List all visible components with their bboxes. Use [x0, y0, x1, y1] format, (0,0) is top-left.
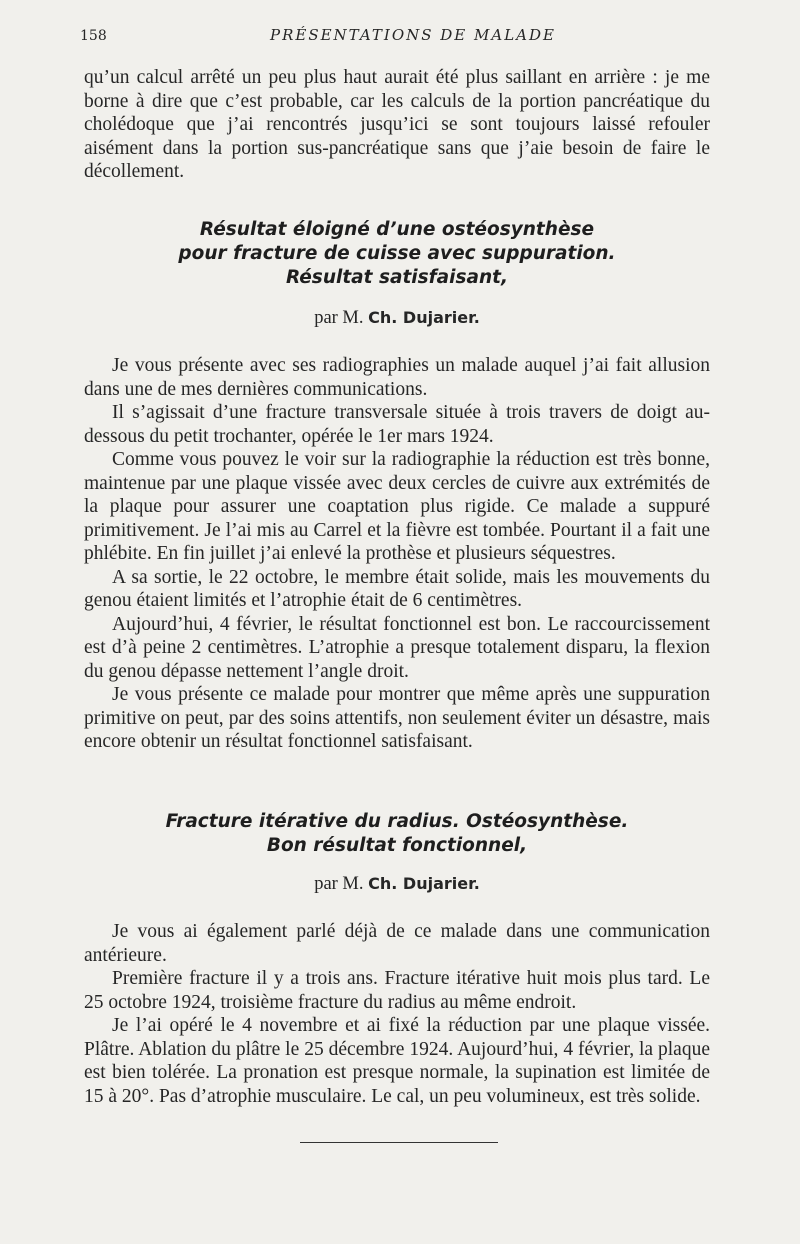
- paragraph: A sa sortie, le 22 octobre, le membre était solide, mais les mouvements du genou étaient limités et l’atrophie était de 6 centimètres.: [84, 566, 710, 611]
- section1-title-line: pour fracture de cuisse avec suppuration.: [178, 243, 616, 264]
- paragraph: Comme vous pouvez le voir sur la radiographie la réduction est très bonne, maintenue par une plaque vissée avec deux cercles de cuivre aux extrémités de la plaque pour assurer une coaptation plus rigide. Ce malade a suppuré primitivement. Je l’ai mis au Carrel et la fièvre est tombée. Pourtant il a fait une phlébite. En fin juillet j’ai enlevé la prothèse et plusieurs séquestres.: [84, 449, 710, 564]
- paragraph: Je vous présente ce malade pour montrer que même après une suppuration primitive on peut, par des soins attentifs, non seulement éviter un désastre, mais encore obtenir un résultat fonctionnel satisfaisant.: [84, 684, 710, 752]
- byline-prefix: par M.: [314, 308, 364, 328]
- running-head: [80, 26, 720, 50]
- section2-title: [84, 810, 710, 858]
- section1-byline: [84, 308, 710, 329]
- paragraph: Première fracture il y a trois ans. Fracture itérative huit mois plus tard. Le 25 octobre 1924, troisième fracture du radius au même endroit.: [84, 968, 710, 1013]
- author-name: Ch. Dujarier.: [368, 874, 480, 893]
- section1-title: [84, 218, 710, 290]
- intro-text: [84, 66, 710, 184]
- paragraph: Je vous ai également parlé déjà de ce malade dans une communication antérieure.: [84, 921, 710, 966]
- byline-prefix: par M.: [314, 874, 364, 894]
- paragraph: Je l’ai opéré le 4 novembre et ai fixé la réduction par une plaque vissée. Plâtre. Ablation du plâtre le 25 décembre 1924. Aujourd’hui, 4 février, la plaque est bien tolérée. La pronation est presque normale, la supination est limitée de 15 à 20°. Pas d’atrophie musculaire. Le cal, un peu volumineux, est très solide.: [84, 1015, 710, 1107]
- section2-title-line: Bon résultat fonctionnel,: [266, 835, 528, 856]
- intro-paragraph: qu’un calcul arrêté un peu plus haut aurait été plus saillant en arrière : je me borne à dire que c’est probable, car les calculs de la portion pancréatique du cholédoque que j’ai rencontrés jusqu’ici se sont toujours laissé refouler aisément dans la portion sus-pancréatique sans que j’aie besoin de faire le décollement.: [84, 67, 710, 182]
- section2-title-line: Fracture itérative du radius. Ostéosynthèse.: [165, 811, 629, 832]
- section2-byline: [84, 874, 710, 895]
- section1-body: [84, 354, 710, 754]
- author-name: Ch. Dujarier.: [368, 308, 480, 327]
- paragraph: Je vous présente avec ses radiographies un malade auquel j’ai fait allusion dans une de mes dernières communications.: [84, 355, 710, 400]
- paragraph: Aujourd’hui, 4 février, le résultat fonctionnel est bon. Le raccourcissement est d’à peine 2 centimètres. L’atrophie a presque totalement disparu, la flexion du genou dépasse nettement l’angle droit.: [84, 613, 710, 682]
- section2-body: [84, 920, 710, 1108]
- section1-title-line: Résultat satisfaisant,: [285, 267, 509, 288]
- paragraph: Il s’agissait d’une fracture transversale située à trois travers de doigt au-dessous du petit trochanter, opérée le 1er mars 1924.: [84, 402, 710, 447]
- page-number: 158: [80, 28, 107, 44]
- end-rule: [300, 1142, 498, 1143]
- section1-title-line: Résultat éloigné d’une ostéosynthèse: [199, 219, 595, 240]
- running-title: PRÉSENTATIONS DE MALADE: [270, 26, 556, 44]
